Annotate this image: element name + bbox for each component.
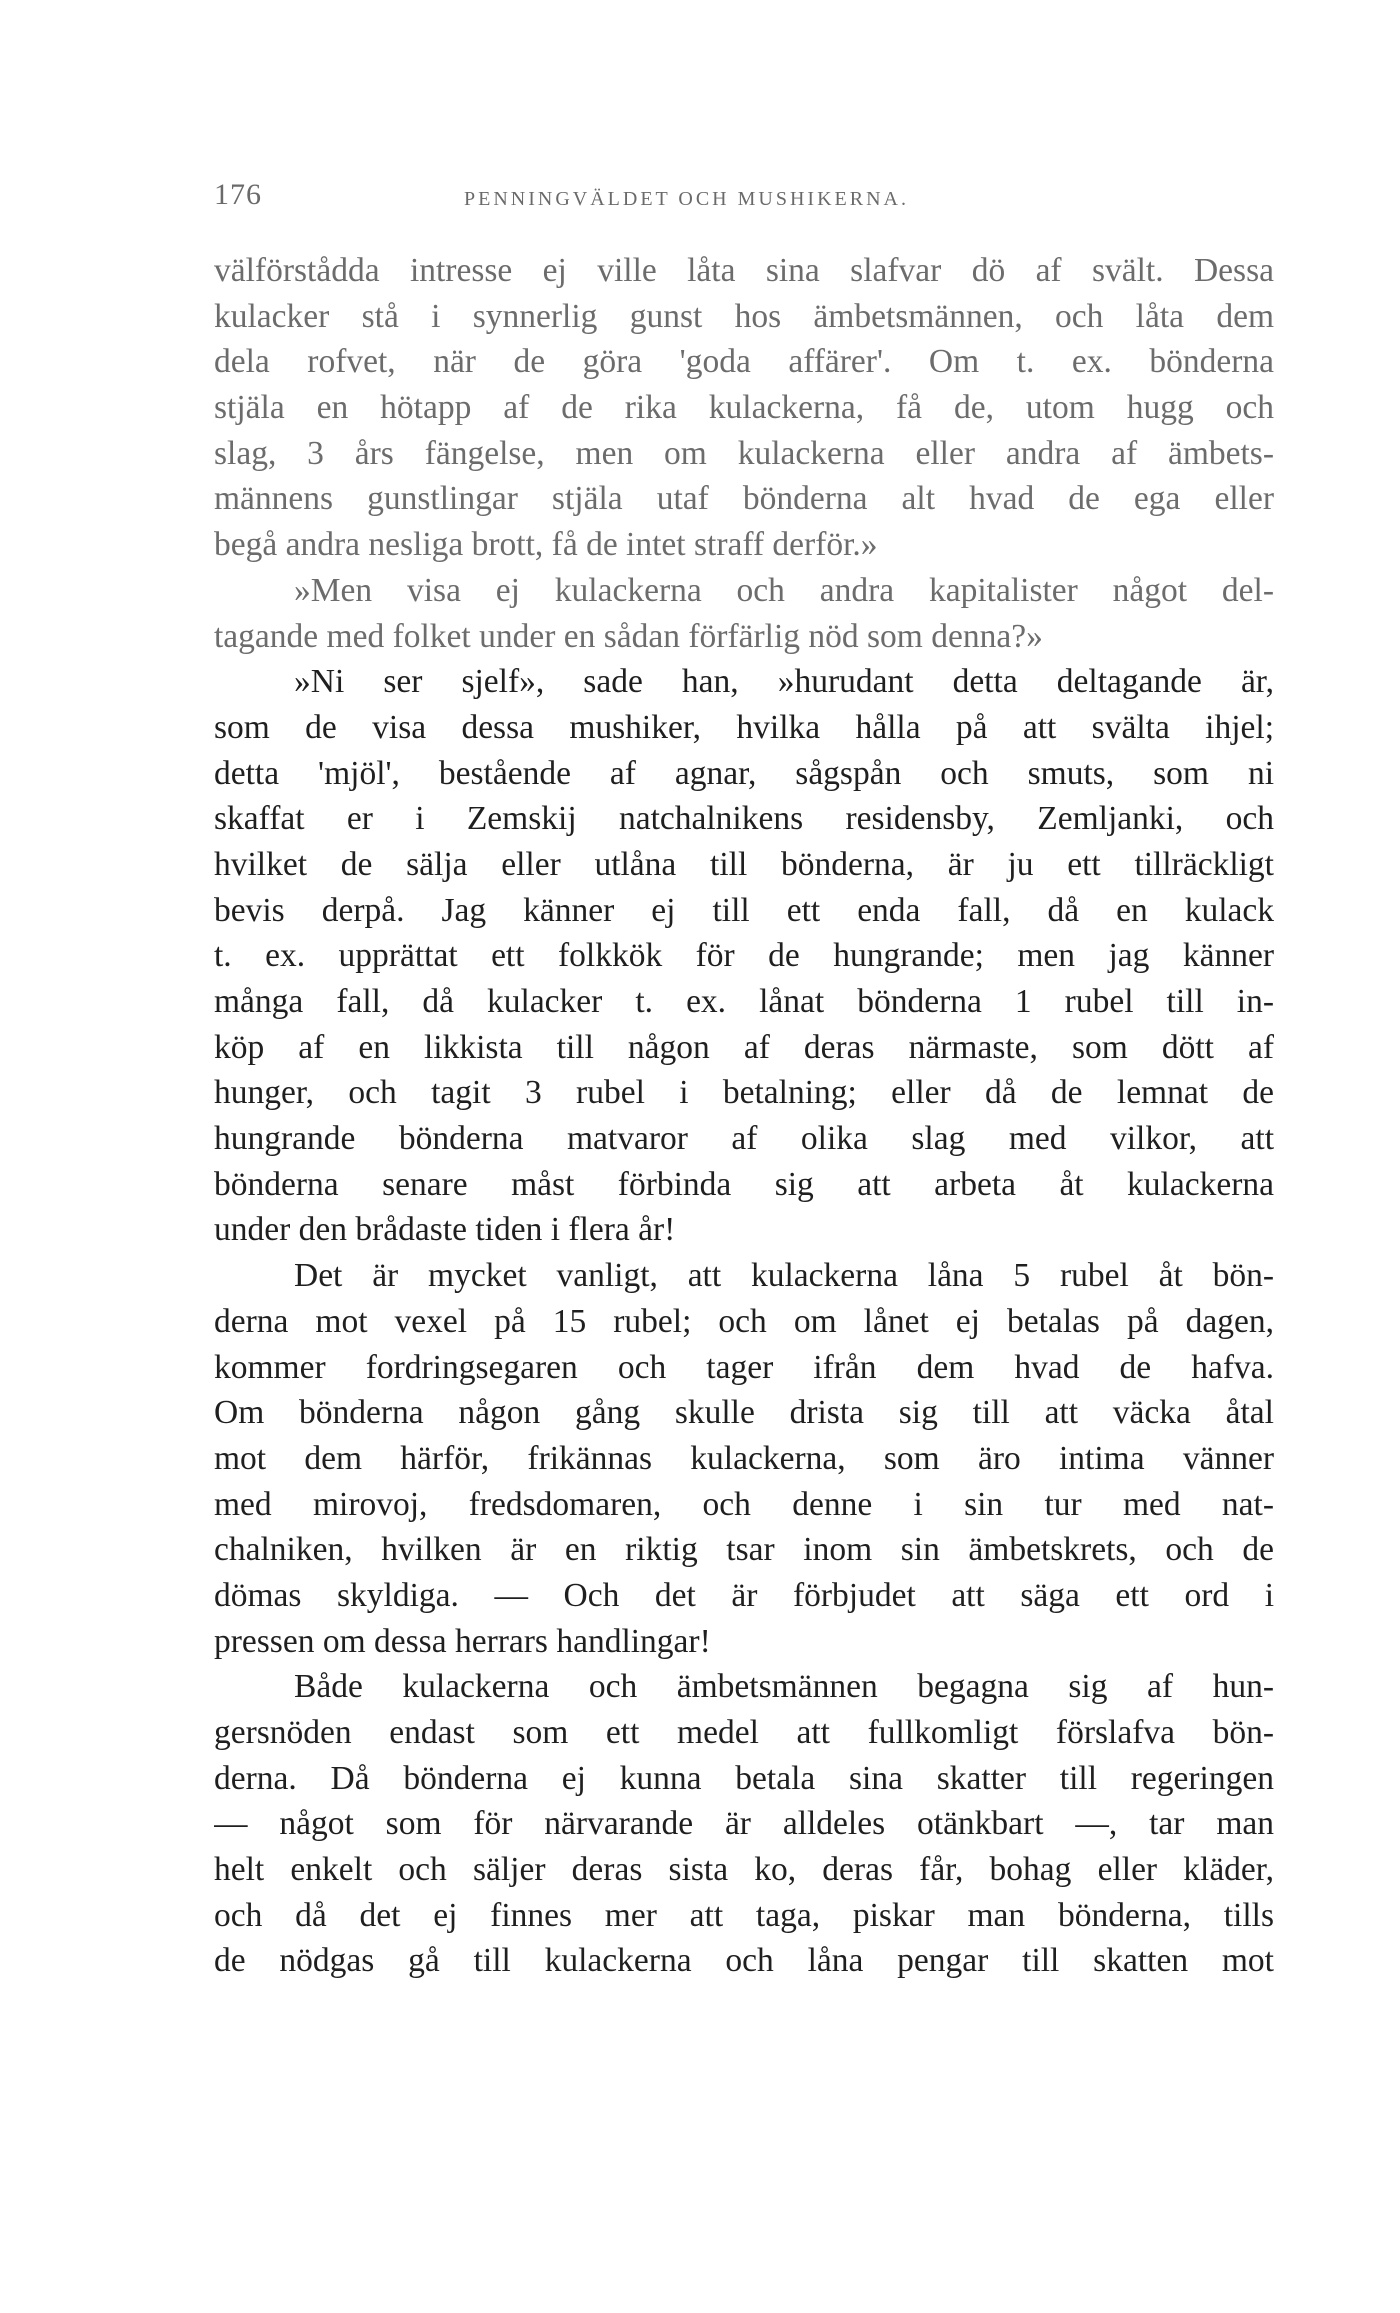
text-line: detta 'mjöl', bestående af agnar, sågspån och smuts, som ni (214, 754, 1274, 792)
text-line: dömas skyldiga. — Och det är förbjudet att säga ett ord i (214, 1576, 1274, 1614)
text-line: »Ni ser sjelf», sade han, »hurudant detta deltagande är, (294, 663, 1274, 701)
text-line: de nödgas gå till kulackerna och låna pengar till skatten mot (214, 1942, 1274, 1980)
text-line: kulacker stå i synnerlig gunst hos ämbetsmännen, och låta dem (214, 297, 1274, 335)
text-line: tagande med folket under en sådan förfärlig nöd som denna?» (214, 617, 1043, 655)
text-line: under den brådaste tiden i flera år! (214, 1211, 676, 1249)
running-title: PENNINGVÄLDET OCH MUSHIKERNA. (464, 188, 909, 210)
text-line: bevis derpå. Jag känner ej till ett enda fall, då en kulack (214, 891, 1274, 929)
text-line: mot dem härför, frikännas kulackerna, som äro intima vänner (214, 1439, 1274, 1477)
text-line: dela rofvet, när de göra 'goda affärer'. Om t. ex. bönderna (214, 343, 1274, 381)
text-line: helt enkelt och säljer deras sista ko, deras får, bohag eller kläder, (214, 1851, 1274, 1889)
text-line: många fall, då kulacker t. ex. lånat bönderna 1 rubel till in- (214, 983, 1274, 1020)
text-line: derna mot vexel på 15 rubel; och om lånet ej betalas på dagen, (214, 1302, 1274, 1340)
text-line: stjäla en hötapp af de rika kulackerna, få de, utom hugg och (214, 389, 1274, 427)
text-line: gersnöden endast som ett medel att fullkomligt förslafva bön- (214, 1714, 1274, 1751)
text-line: männens gunstlingar stjäla utaf bönderna alt hvad de ega eller (214, 480, 1274, 518)
text-line: köp af en likkista till någon af deras närmaste, som dött af (214, 1028, 1274, 1066)
text-line: t. ex. upprättat ett folkkök för de hungrande; men jag känner (214, 937, 1274, 975)
text-line: som de visa dessa mushiker, hvilka hålla på att svälta ihjel; (214, 708, 1274, 746)
text-line: slag, 3 års fängelse, men om kulackerna eller andra af ämbets- (214, 434, 1274, 472)
page-number: 176 (214, 178, 262, 211)
text-line: bönderna senare måst förbinda sig att arbeta åt kulackerna (214, 1165, 1274, 1203)
text-line: med mirovoj, fredsdomaren, och denne i sin tur med nat- (214, 1485, 1274, 1523)
text-line: skaffat er i Zemskij natchalnikens residensby, Zemljanki, och (214, 800, 1274, 838)
text-line: kommer fordringsegaren och tager ifrån dem hvad de hafva. (214, 1348, 1274, 1386)
text-line: pressen om dessa herrars handlingar! (214, 1622, 711, 1660)
text-line: och då det ej finnes mer att taga, piskar man bönderna, tills (214, 1896, 1274, 1934)
text-line: hvilket de sälja eller utlåna till bönderna, är ju ett tillräckligt (214, 845, 1274, 883)
text-line: — något som för närvarande är alldeles otänkbart —, tar man (214, 1805, 1274, 1843)
text-line: chalniken, hvilken är en riktig tsar inom sin ämbetskrets, och de (214, 1531, 1274, 1569)
text-line: hungrande bönderna matvaror af olika slag med vilkor, att (214, 1120, 1274, 1158)
body-text (214, 248, 1274, 1984)
running-head (214, 178, 1274, 218)
text-line: Om bönderna någon gång skulle drista sig till att väcka åtal (214, 1394, 1274, 1432)
text-line: derna. Då bönderna ej kunna betala sina skatter till regeringen (214, 1759, 1274, 1797)
text-line: välförstådda intresse ej ville låta sina slafvar dö af svält. Dessa (214, 252, 1274, 289)
text-line: hunger, och tagit 3 rubel i betalning; eller då de lemnat de (214, 1074, 1274, 1112)
text-line: Både kulackerna och ämbetsmännen begagna sig af hun- (294, 1668, 1274, 1706)
text-line: Det är mycket vanligt, att kulackerna låna 5 rubel åt bön- (294, 1257, 1274, 1295)
text-line: »Men visa ej kulackerna och andra kapitalister något del- (294, 571, 1274, 609)
text-line: begå andra nesliga brott, få de intet straff derför.» (214, 526, 878, 564)
